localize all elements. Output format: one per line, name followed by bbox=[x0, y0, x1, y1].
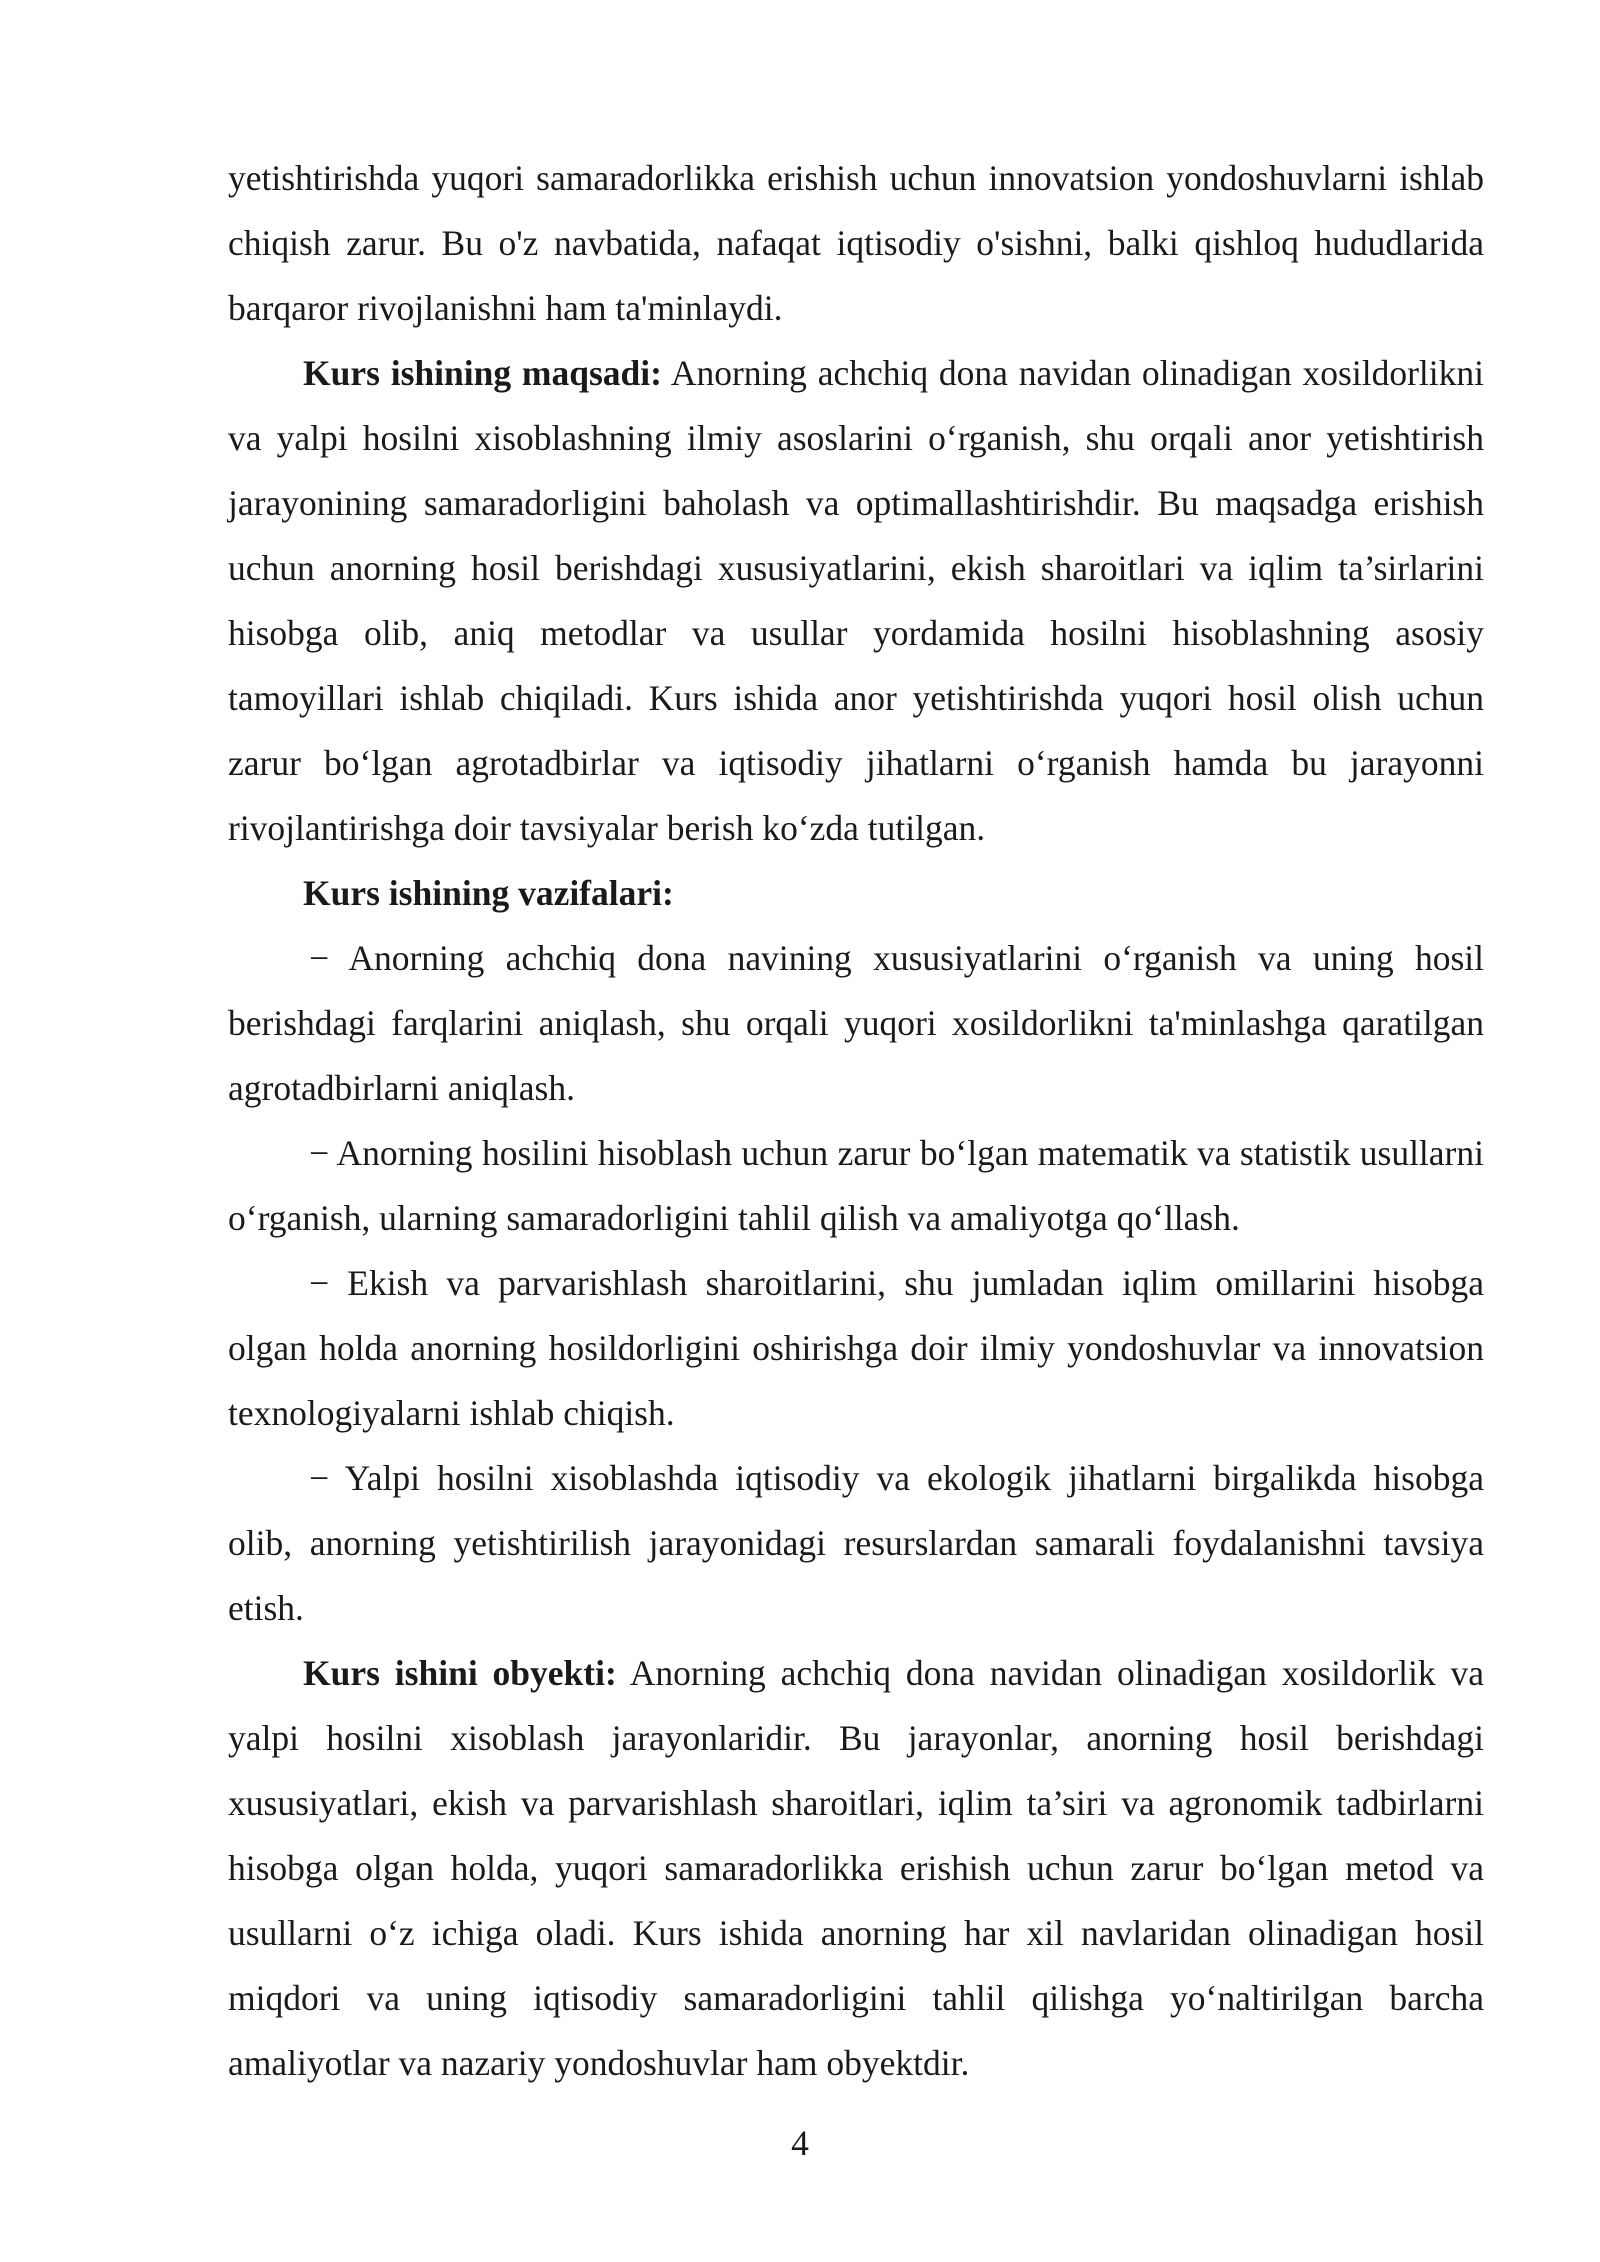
object-heading: Kurs ishini obyekti: bbox=[303, 1653, 617, 1693]
goal-text: Anorning achchiq dona navidan olinadigan xosildorlikni va yalpi hosilni xisoblashning ilmiy asoslarini o‘rganish, shu orqali anor yetishtirish jarayonining samaradorligini baholash va optimallashtirishdir. Bu maqsadga erishish uchun anorning hosil berishdagi xususiyatlarini, ekish sharoitlari va iqlim ta’sirlarini hisobga olib, aniq metodlar va usullar yordamida hosilni hisoblashning asosiy tamoyillari ishlab chiqiladi. Kurs ishida anor yetishtirishda yuqori hosil olish uchun zarur bo‘lgan agrotadbirlar va iqtisodiy jihatlarni o‘rganish hamda bu jarayonni rivojlantirishga doir tavsiyalar berish ko‘zda tutilgan. bbox=[228, 353, 1484, 848]
object-text: Anorning achchiq dona navidan olinadigan xosildorlik va yalpi hosilni xisoblash jarayonlaridir. Bu jarayonlar, anorning hosil berishdagi xususiyatlari, ekish va parvarishlash sharoitlari, iqlim ta’siri va agronomik tadbirlarni hisobga olgan holda, yuqori samaradorlikka erishish uchun zarur bo‘lgan metod va usullarni o‘z ichiga oladi. Kurs ishida anorning har xil navlaridan olinadigan hosil miqdori va uning iqtisodiy samaradorligini tahlil qilishga yo‘naltirilgan barcha amaliyotlar va nazariy yondoshuvlar ham obyektdir. bbox=[228, 1653, 1484, 2083]
task-item-2: − Anorning hosilini hisoblash uchun zarur bo‘lgan matematik va statistik usullarni o‘rganish, ularning samaradorligini tahlil qilish va amaliyotga qo‘llash. bbox=[228, 1133, 1484, 1238]
page-number: 4 bbox=[791, 2123, 809, 2163]
page-body bbox=[228, 146, 1484, 2096]
tasks-heading: Kurs ishining vazifalari: bbox=[303, 873, 674, 913]
task-item-3: − Ekish va parvarishlash sharoitlarini, shu jumladan iqlim omillarini hisobga olgan holda anorning hosildorligini oshirishga doir ilmiy yondoshuvlar va innovatsion texnologiyalarni ishlab chiqish. bbox=[228, 1263, 1484, 1433]
object-paragraph bbox=[228, 1641, 1484, 2096]
goal-paragraph bbox=[228, 341, 1484, 861]
task-item-1: − Anorning achchiq dona navining xususiyatlarini o‘rganish va uning hosil berishdagi farqlarini aniqlash, shu orqali yuqori xosildorlikni ta'minlashga qaratilgan agrotadbirlarni aniqlash. bbox=[228, 938, 1484, 1108]
goal-heading: Kurs ishining maqsadi: bbox=[303, 353, 662, 393]
task-item-4: − Yalpi hosilni xisoblashda iqtisodiy va ekologik jihatlarni birgalikda hisobga olib, anorning yetishtirilish jarayonidagi resurslardan samarali foydalanishni tavsiya etish. bbox=[228, 1458, 1484, 1628]
intro-paragraph: yetishtirishda yuqori samaradorlikka erishish uchun innovatsion yondoshuvlarni ishlab chiqish zarur. Bu o'z navbatida, nafaqat iqtisodiy o'sishni, balki qishloq hududlarida barqaror rivojlanishni ham ta'minlaydi. bbox=[228, 158, 1484, 328]
